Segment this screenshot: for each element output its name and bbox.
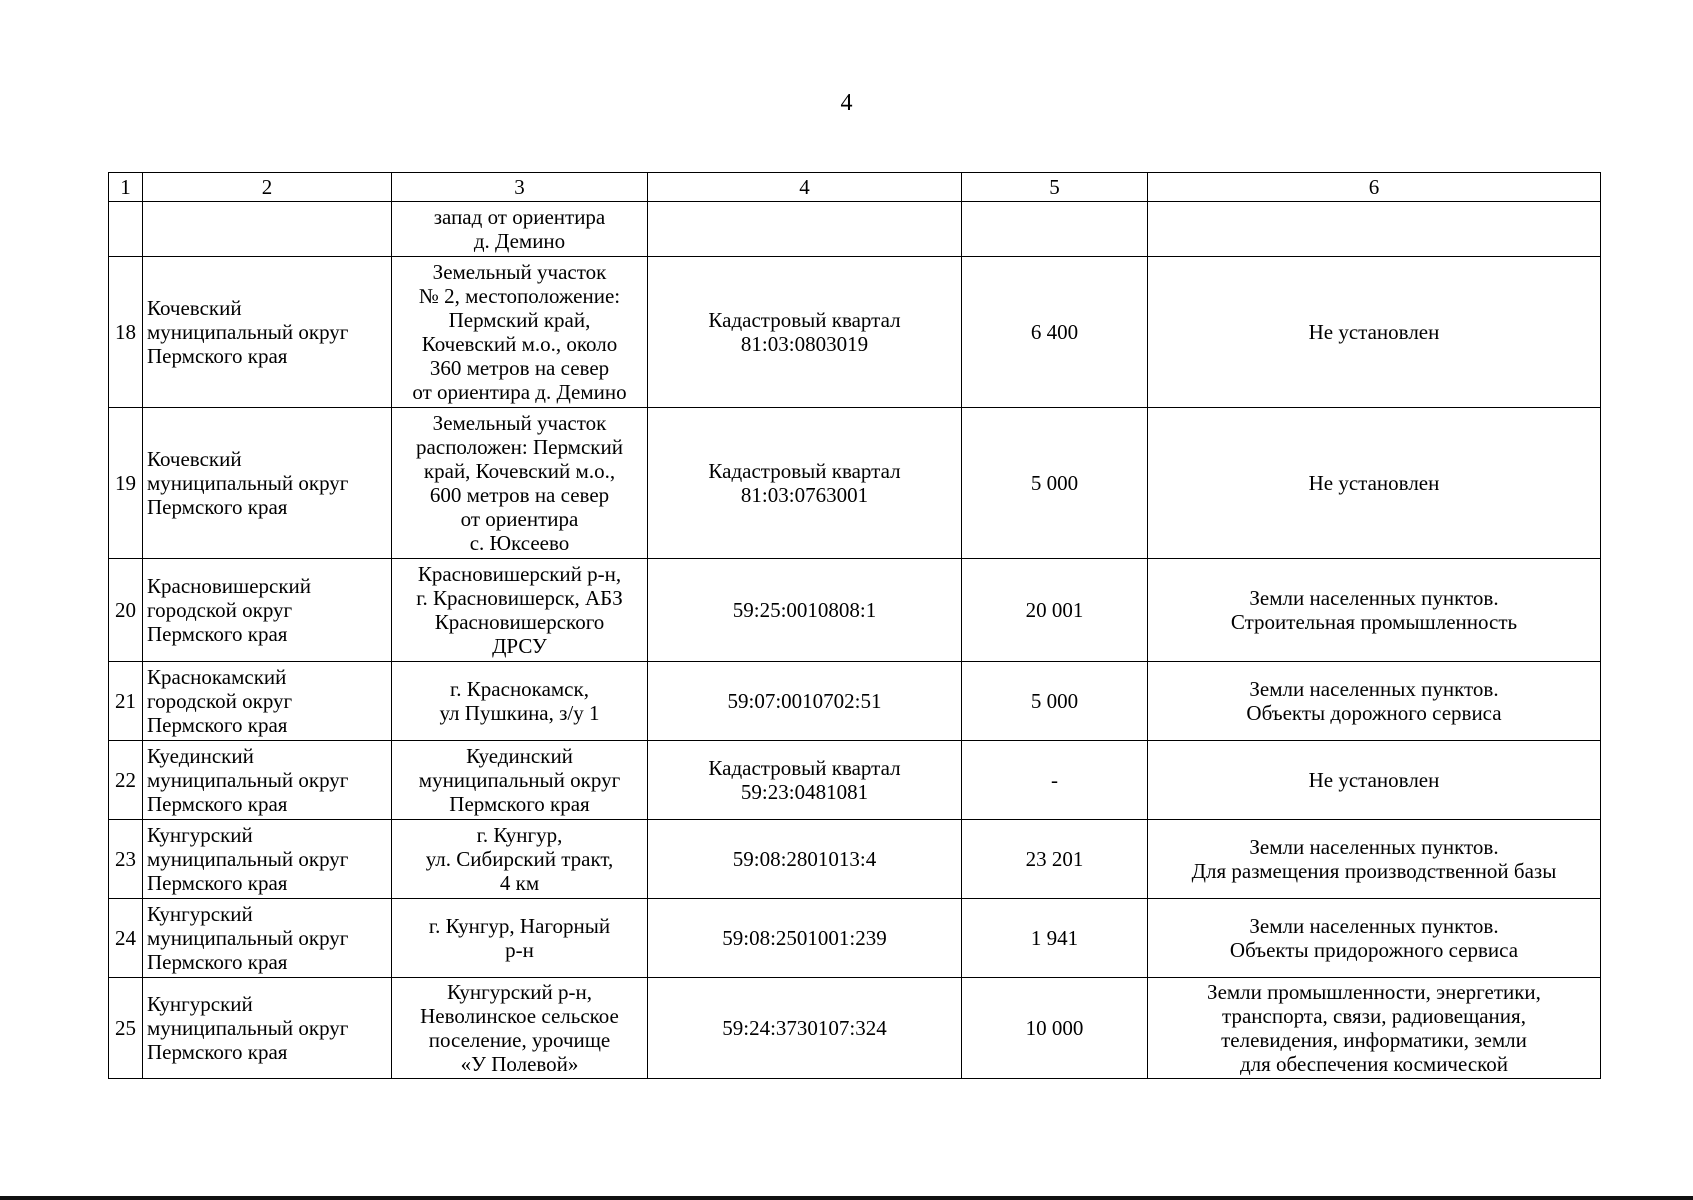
- municipality-cell: Кунгурский муниципальный округ Пермского края: [143, 978, 392, 1079]
- location-cell: Кунгурский р-н, Неволинское сельское поселение, урочище «У Полевой»: [392, 978, 648, 1079]
- page-number: 4: [840, 90, 853, 116]
- municipality-cell: [143, 202, 392, 257]
- location-cell: Земельный участок расположен: Пермский край, Кочевский м.о., 600 метров на север от ориентира с. Юксеево: [392, 408, 648, 559]
- table-row: [109, 257, 1601, 408]
- category-cell: Земли населенных пунктов. Для размещения производственной базы: [1148, 820, 1601, 899]
- municipality-cell: Куединский муниципальный округ Пермского края: [143, 741, 392, 820]
- cadastral-cell: [648, 202, 962, 257]
- column-header: 3: [392, 173, 648, 202]
- municipality-cell: Краснокамский городской округ Пермского края: [143, 662, 392, 741]
- category-cell: Не установлен: [1148, 408, 1601, 559]
- cadastral-cell: Кадастровый квартал 81:03:0763001: [648, 408, 962, 559]
- row-number-cell: 21: [109, 662, 143, 741]
- category-cell: Земли населенных пунктов. Объекты дорожного сервиса: [1148, 662, 1601, 741]
- row-number-cell: 25: [109, 978, 143, 1079]
- area-cell: 5 000: [962, 662, 1148, 741]
- column-header: 6: [1148, 173, 1601, 202]
- cadastral-cell: 59:08:2501001:239: [648, 899, 962, 978]
- category-cell: Земли промышленности, энергетики, транспорта, связи, радиовещания, телевидения, информатики, земли для обеспечения космической: [1148, 978, 1601, 1079]
- row-number-cell: 24: [109, 899, 143, 978]
- land-plots-table: [108, 172, 1601, 1079]
- table-row: [109, 899, 1601, 978]
- row-number-cell: [109, 202, 143, 257]
- area-cell: 20 001: [962, 559, 1148, 662]
- cadastral-cell: 59:07:0010702:51: [648, 662, 962, 741]
- category-cell: [1148, 202, 1601, 257]
- location-cell: Красновишерский р-н, г. Красновишерск, АБЗ Красновишерского ДРСУ: [392, 559, 648, 662]
- row-number-cell: 18: [109, 257, 143, 408]
- category-cell: Земли населенных пунктов. Объекты придорожного сервиса: [1148, 899, 1601, 978]
- column-header: 2: [143, 173, 392, 202]
- column-number-row: [109, 173, 1601, 202]
- row-number-cell: 19: [109, 408, 143, 559]
- area-cell: 5 000: [962, 408, 1148, 559]
- location-cell: г. Кунгур, Нагорный р-н: [392, 899, 648, 978]
- table-row: [109, 662, 1601, 741]
- cadastral-cell: Кадастровый квартал 81:03:0803019: [648, 257, 962, 408]
- municipality-cell: Кунгурский муниципальный округ Пермского края: [143, 899, 392, 978]
- category-cell: Не установлен: [1148, 257, 1601, 408]
- row-number-cell: 23: [109, 820, 143, 899]
- area-cell: 10 000: [962, 978, 1148, 1079]
- category-cell: Земли населенных пунктов. Строительная промышленность: [1148, 559, 1601, 662]
- table-row: [109, 408, 1601, 559]
- row-number-cell: 22: [109, 741, 143, 820]
- column-header: 4: [648, 173, 962, 202]
- area-cell: 1 941: [962, 899, 1148, 978]
- municipality-cell: Кунгурский муниципальный округ Пермского края: [143, 820, 392, 899]
- continuation-row: [109, 202, 1601, 257]
- location-cell: г. Кунгур, ул. Сибирский тракт, 4 км: [392, 820, 648, 899]
- municipality-cell: Кочевский муниципальный округ Пермского края: [143, 408, 392, 559]
- category-cell: Не установлен: [1148, 741, 1601, 820]
- column-header: 1: [109, 173, 143, 202]
- row-number-cell: 20: [109, 559, 143, 662]
- municipality-cell: Красновишерский городской округ Пермского края: [143, 559, 392, 662]
- table-row: [109, 741, 1601, 820]
- location-cell: Куединский муниципальный округ Пермского края: [392, 741, 648, 820]
- location-cell: запад от ориентира д. Демино: [392, 202, 648, 257]
- area-cell: [962, 202, 1148, 257]
- location-cell: Земельный участок № 2, местоположение: Пермский край, Кочевский м.о., около 360 метров на север от ориентира д. Демино: [392, 257, 648, 408]
- municipality-cell: Кочевский муниципальный округ Пермского края: [143, 257, 392, 408]
- area-cell: 23 201: [962, 820, 1148, 899]
- cadastral-cell: Кадастровый квартал 59:23:0481081: [648, 741, 962, 820]
- cadastral-cell: 59:25:0010808:1: [648, 559, 962, 662]
- area-cell: -: [962, 741, 1148, 820]
- location-cell: г. Краснокамск, ул Пушкина, з/у 1: [392, 662, 648, 741]
- table-row: [109, 559, 1601, 662]
- column-header: 5: [962, 173, 1148, 202]
- scan-bottom-edge: [0, 1196, 1693, 1200]
- table-row: [109, 820, 1601, 899]
- cadastral-cell: 59:24:3730107:324: [648, 978, 962, 1079]
- cadastral-cell: 59:08:2801013:4: [648, 820, 962, 899]
- area-cell: 6 400: [962, 257, 1148, 408]
- table-row: [109, 978, 1601, 1079]
